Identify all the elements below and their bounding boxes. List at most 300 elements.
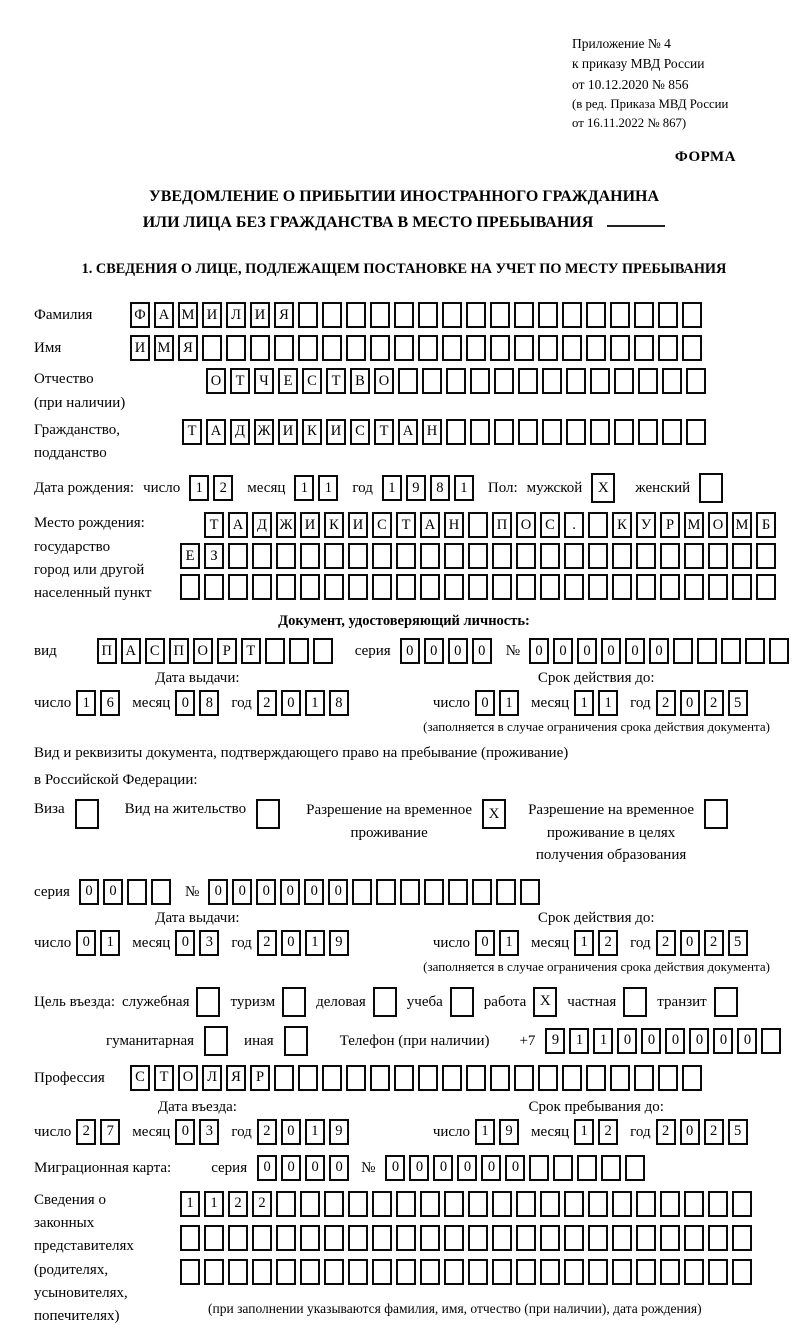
char-cell[interactable]: [75, 799, 99, 829]
char-cell[interactable]: [614, 368, 634, 394]
name-input[interactable]: [130, 335, 702, 361]
char-cell[interactable]: [660, 1191, 680, 1217]
char-cell[interactable]: [274, 1065, 294, 1091]
char-cell[interactable]: [538, 302, 558, 328]
char-cell[interactable]: [566, 368, 586, 394]
birth-place-row3-input[interactable]: [180, 574, 776, 600]
char-cell[interactable]: [422, 368, 442, 394]
char-cell[interactable]: [636, 1259, 656, 1285]
char-cell[interactable]: [300, 1259, 320, 1285]
char-cell[interactable]: [180, 1259, 200, 1285]
char-cell[interactable]: [660, 574, 680, 600]
entry-month-input[interactable]: [175, 1119, 219, 1145]
char-cell[interactable]: К: [302, 419, 322, 445]
char-cell[interactable]: [300, 543, 320, 569]
char-cell[interactable]: [492, 1225, 512, 1251]
char-cell[interactable]: [300, 1225, 320, 1251]
doc-series-input[interactable]: [400, 638, 492, 664]
residence-expiry-year-input[interactable]: [656, 930, 748, 956]
char-cell[interactable]: [588, 1259, 608, 1285]
char-cell[interactable]: 1: [598, 690, 618, 716]
char-cell[interactable]: 9: [545, 1028, 565, 1054]
char-cell[interactable]: [638, 368, 658, 394]
char-cell[interactable]: [466, 302, 486, 328]
char-cell[interactable]: [662, 368, 682, 394]
char-cell[interactable]: 1: [294, 475, 314, 501]
char-cell[interactable]: 1: [574, 690, 594, 716]
char-cell[interactable]: [289, 638, 309, 664]
char-cell[interactable]: 0: [175, 930, 195, 956]
char-cell[interactable]: 1: [499, 930, 519, 956]
char-cell[interactable]: [610, 302, 630, 328]
char-cell[interactable]: [708, 1259, 728, 1285]
char-cell[interactable]: Т: [241, 638, 261, 664]
char-cell[interactable]: [516, 574, 536, 600]
birth-year-input[interactable]: [382, 475, 474, 501]
sex-female-checkbox[interactable]: [699, 473, 723, 503]
char-cell[interactable]: 5: [728, 690, 748, 716]
char-cell[interactable]: 6: [100, 690, 120, 716]
char-cell[interactable]: 8: [199, 690, 219, 716]
char-cell[interactable]: 1: [305, 1119, 325, 1145]
char-cell[interactable]: [708, 574, 728, 600]
residence-permit-checkbox[interactable]: [256, 799, 280, 829]
doc-issue-month-input[interactable]: [175, 690, 219, 716]
char-cell[interactable]: 0: [448, 638, 468, 664]
char-cell[interactable]: 8: [329, 690, 349, 716]
purpose-work-checkbox[interactable]: [533, 987, 557, 1017]
char-cell[interactable]: [682, 1065, 702, 1091]
char-cell[interactable]: [468, 512, 488, 538]
char-cell[interactable]: [761, 1028, 781, 1054]
char-cell[interactable]: [468, 1225, 488, 1251]
char-cell[interactable]: [612, 1191, 632, 1217]
char-cell[interactable]: [658, 335, 678, 361]
char-cell[interactable]: [252, 1259, 272, 1285]
char-cell[interactable]: [636, 574, 656, 600]
char-cell[interactable]: [636, 1225, 656, 1251]
char-cell[interactable]: [638, 419, 658, 445]
char-cell[interactable]: [660, 1225, 680, 1251]
char-cell[interactable]: О: [516, 512, 536, 538]
char-cell[interactable]: 0: [281, 1155, 301, 1181]
char-cell[interactable]: [590, 419, 610, 445]
char-cell[interactable]: [553, 1155, 573, 1181]
char-cell[interactable]: К: [612, 512, 632, 538]
char-cell[interactable]: [684, 1225, 704, 1251]
char-cell[interactable]: С: [372, 512, 392, 538]
char-cell[interactable]: [398, 368, 418, 394]
char-cell[interactable]: [274, 335, 294, 361]
migration-number-input[interactable]: [385, 1155, 645, 1181]
char-cell[interactable]: [228, 543, 248, 569]
char-cell[interactable]: [756, 543, 776, 569]
char-cell[interactable]: [372, 574, 392, 600]
char-cell[interactable]: [394, 1065, 414, 1091]
char-cell[interactable]: X: [591, 473, 615, 503]
char-cell[interactable]: [590, 368, 610, 394]
char-cell[interactable]: [348, 1259, 368, 1285]
char-cell[interactable]: [658, 302, 678, 328]
char-cell[interactable]: [588, 543, 608, 569]
doc-issue-year-input[interactable]: [257, 690, 349, 716]
char-cell[interactable]: [721, 638, 741, 664]
char-cell[interactable]: 0: [385, 1155, 405, 1181]
char-cell[interactable]: [372, 1191, 392, 1217]
residence-issue-day-input[interactable]: [76, 930, 120, 956]
char-cell[interactable]: [180, 574, 200, 600]
char-cell[interactable]: 0: [257, 1155, 277, 1181]
char-cell[interactable]: 0: [680, 930, 700, 956]
char-cell[interactable]: [372, 543, 392, 569]
char-cell[interactable]: [634, 1065, 654, 1091]
char-cell[interactable]: [636, 1191, 656, 1217]
char-cell[interactable]: 0: [680, 1119, 700, 1145]
char-cell[interactable]: [490, 1065, 510, 1091]
char-cell[interactable]: [472, 879, 492, 905]
char-cell[interactable]: [396, 543, 416, 569]
char-cell[interactable]: [396, 1225, 416, 1251]
char-cell[interactable]: [180, 1225, 200, 1251]
char-cell[interactable]: 3: [199, 1119, 219, 1145]
profession-input[interactable]: [130, 1065, 702, 1091]
doc-issue-day-input[interactable]: [76, 690, 120, 716]
char-cell[interactable]: 7: [100, 1119, 120, 1145]
char-cell[interactable]: [586, 302, 606, 328]
char-cell[interactable]: 0: [424, 638, 444, 664]
char-cell[interactable]: .: [564, 512, 584, 538]
char-cell[interactable]: Л: [202, 1065, 222, 1091]
char-cell[interactable]: [490, 302, 510, 328]
char-cell[interactable]: [756, 574, 776, 600]
char-cell[interactable]: [420, 543, 440, 569]
purpose-business-checkbox[interactable]: [373, 987, 397, 1017]
char-cell[interactable]: [348, 1225, 368, 1251]
purpose-official-checkbox[interactable]: [196, 987, 220, 1017]
char-cell[interactable]: [394, 302, 414, 328]
residence-expiry-day-input[interactable]: [475, 930, 519, 956]
char-cell[interactable]: [682, 335, 702, 361]
visa-checkbox[interactable]: [75, 799, 99, 829]
char-cell[interactable]: 0: [305, 1155, 325, 1181]
char-cell[interactable]: 2: [704, 930, 724, 956]
char-cell[interactable]: Н: [444, 512, 464, 538]
char-cell[interactable]: 5: [728, 1119, 748, 1145]
char-cell[interactable]: 1: [593, 1028, 613, 1054]
char-cell[interactable]: 0: [103, 879, 123, 905]
char-cell[interactable]: А: [420, 512, 440, 538]
char-cell[interactable]: 2: [704, 1119, 724, 1145]
char-cell[interactable]: 0: [232, 879, 252, 905]
residence-issue-year-input[interactable]: [257, 930, 349, 956]
char-cell[interactable]: Е: [278, 368, 298, 394]
char-cell[interactable]: 2: [228, 1191, 248, 1217]
char-cell[interactable]: 1: [318, 475, 338, 501]
char-cell[interactable]: 0: [472, 638, 492, 664]
char-cell[interactable]: [514, 335, 534, 361]
char-cell[interactable]: [324, 1225, 344, 1251]
char-cell[interactable]: П: [492, 512, 512, 538]
char-cell[interactable]: 0: [475, 930, 495, 956]
char-cell[interactable]: П: [97, 638, 117, 664]
char-cell[interactable]: 0: [281, 690, 301, 716]
char-cell[interactable]: [202, 335, 222, 361]
char-cell[interactable]: [394, 335, 414, 361]
char-cell[interactable]: М: [178, 302, 198, 328]
char-cell[interactable]: [420, 1259, 440, 1285]
stay-day-input[interactable]: [475, 1119, 519, 1145]
char-cell[interactable]: А: [206, 419, 226, 445]
char-cell[interactable]: [276, 543, 296, 569]
char-cell[interactable]: [276, 574, 296, 600]
char-cell[interactable]: [697, 638, 717, 664]
char-cell[interactable]: [313, 638, 333, 664]
char-cell[interactable]: 0: [713, 1028, 733, 1054]
char-cell[interactable]: 0: [329, 1155, 349, 1181]
char-cell[interactable]: 9: [406, 475, 426, 501]
char-cell[interactable]: [610, 1065, 630, 1091]
char-cell[interactable]: [446, 419, 466, 445]
representatives-row2-input[interactable]: [180, 1225, 752, 1251]
char-cell[interactable]: [284, 1026, 308, 1056]
char-cell[interactable]: 0: [304, 879, 324, 905]
char-cell[interactable]: [610, 335, 630, 361]
char-cell[interactable]: 2: [76, 1119, 96, 1145]
char-cell[interactable]: И: [326, 419, 346, 445]
char-cell[interactable]: 0: [481, 1155, 501, 1181]
char-cell[interactable]: 1: [100, 930, 120, 956]
char-cell[interactable]: 0: [208, 879, 228, 905]
char-cell[interactable]: [516, 543, 536, 569]
char-cell[interactable]: [204, 1259, 224, 1285]
char-cell[interactable]: [684, 574, 704, 600]
char-cell[interactable]: [658, 1065, 678, 1091]
char-cell[interactable]: [732, 1225, 752, 1251]
char-cell[interactable]: [324, 1259, 344, 1285]
char-cell[interactable]: 0: [175, 690, 195, 716]
char-cell[interactable]: Ф: [130, 302, 150, 328]
char-cell[interactable]: [588, 574, 608, 600]
char-cell[interactable]: 0: [737, 1028, 757, 1054]
char-cell[interactable]: [564, 1259, 584, 1285]
char-cell[interactable]: [372, 1259, 392, 1285]
char-cell[interactable]: [516, 1191, 536, 1217]
char-cell[interactable]: Е: [180, 543, 200, 569]
char-cell[interactable]: [352, 879, 372, 905]
char-cell[interactable]: [529, 1155, 549, 1181]
char-cell[interactable]: [444, 1259, 464, 1285]
char-cell[interactable]: И: [202, 302, 222, 328]
char-cell[interactable]: Ж: [254, 419, 274, 445]
char-cell[interactable]: 1: [475, 1119, 495, 1145]
char-cell[interactable]: К: [324, 512, 344, 538]
char-cell[interactable]: [442, 302, 462, 328]
char-cell[interactable]: [540, 1191, 560, 1217]
surname-input[interactable]: [130, 302, 702, 328]
char-cell[interactable]: [540, 1225, 560, 1251]
char-cell[interactable]: [346, 335, 366, 361]
char-cell[interactable]: Я: [178, 335, 198, 361]
char-cell[interactable]: [424, 879, 444, 905]
char-cell[interactable]: Т: [374, 419, 394, 445]
char-cell[interactable]: [564, 1225, 584, 1251]
char-cell[interactable]: [516, 1259, 536, 1285]
char-cell[interactable]: Т: [326, 368, 346, 394]
char-cell[interactable]: [708, 1225, 728, 1251]
char-cell[interactable]: Н: [422, 419, 442, 445]
char-cell[interactable]: 2: [656, 1119, 676, 1145]
char-cell[interactable]: [322, 302, 342, 328]
char-cell[interactable]: О: [374, 368, 394, 394]
char-cell[interactable]: [562, 1065, 582, 1091]
char-cell[interactable]: [518, 419, 538, 445]
residence-number-input[interactable]: [208, 879, 540, 905]
char-cell[interactable]: 1: [569, 1028, 589, 1054]
char-cell[interactable]: 0: [256, 879, 276, 905]
char-cell[interactable]: 0: [281, 930, 301, 956]
birth-place-row2-input[interactable]: [180, 543, 776, 569]
char-cell[interactable]: [442, 1065, 462, 1091]
char-cell[interactable]: [492, 543, 512, 569]
char-cell[interactable]: [542, 419, 562, 445]
char-cell[interactable]: [420, 1191, 440, 1217]
char-cell[interactable]: [614, 419, 634, 445]
char-cell[interactable]: [276, 1259, 296, 1285]
char-cell[interactable]: И: [348, 512, 368, 538]
char-cell[interactable]: [492, 574, 512, 600]
char-cell[interactable]: [151, 879, 171, 905]
char-cell[interactable]: 1: [574, 930, 594, 956]
char-cell[interactable]: [518, 368, 538, 394]
char-cell[interactable]: [612, 543, 632, 569]
char-cell[interactable]: 0: [281, 1119, 301, 1145]
char-cell[interactable]: X: [482, 799, 506, 829]
char-cell[interactable]: Д: [230, 419, 250, 445]
char-cell[interactable]: [466, 1065, 486, 1091]
char-cell[interactable]: [673, 638, 693, 664]
char-cell[interactable]: Я: [226, 1065, 246, 1091]
char-cell[interactable]: [468, 1191, 488, 1217]
char-cell[interactable]: [540, 543, 560, 569]
char-cell[interactable]: [396, 574, 416, 600]
char-cell[interactable]: 0: [79, 879, 99, 905]
char-cell[interactable]: [520, 879, 540, 905]
char-cell[interactable]: [514, 302, 534, 328]
char-cell[interactable]: [625, 1155, 645, 1181]
char-cell[interactable]: [370, 335, 390, 361]
char-cell[interactable]: 0: [505, 1155, 525, 1181]
char-cell[interactable]: [540, 574, 560, 600]
residence-issue-month-input[interactable]: [175, 930, 219, 956]
char-cell[interactable]: [564, 574, 584, 600]
char-cell[interactable]: [396, 1259, 416, 1285]
char-cell[interactable]: [252, 543, 272, 569]
char-cell[interactable]: [732, 574, 752, 600]
char-cell[interactable]: С: [145, 638, 165, 664]
char-cell[interactable]: [442, 335, 462, 361]
char-cell[interactable]: [322, 335, 342, 361]
char-cell[interactable]: В: [350, 368, 370, 394]
char-cell[interactable]: [468, 1259, 488, 1285]
char-cell[interactable]: И: [250, 302, 270, 328]
migration-series-input[interactable]: [257, 1155, 349, 1181]
char-cell[interactable]: [348, 543, 368, 569]
char-cell[interactable]: [682, 302, 702, 328]
char-cell[interactable]: [732, 543, 752, 569]
char-cell[interactable]: 1: [305, 930, 325, 956]
char-cell[interactable]: [256, 799, 280, 829]
char-cell[interactable]: [346, 1065, 366, 1091]
stay-year-input[interactable]: [656, 1119, 748, 1145]
birth-month-input[interactable]: [294, 475, 338, 501]
char-cell[interactable]: 3: [199, 930, 219, 956]
char-cell[interactable]: [769, 638, 789, 664]
char-cell[interactable]: [612, 574, 632, 600]
char-cell[interactable]: 2: [598, 1119, 618, 1145]
char-cell[interactable]: 9: [499, 1119, 519, 1145]
char-cell[interactable]: [538, 1065, 558, 1091]
char-cell[interactable]: [686, 419, 706, 445]
purpose-tourism-checkbox[interactable]: [282, 987, 306, 1017]
char-cell[interactable]: Ж: [276, 512, 296, 538]
char-cell[interactable]: 2: [257, 930, 277, 956]
representatives-row1-input[interactable]: [180, 1191, 752, 1217]
char-cell[interactable]: [444, 1225, 464, 1251]
char-cell[interactable]: [196, 987, 220, 1017]
char-cell[interactable]: [324, 1191, 344, 1217]
char-cell[interactable]: [252, 574, 272, 600]
char-cell[interactable]: [470, 419, 490, 445]
char-cell[interactable]: 0: [175, 1119, 195, 1145]
char-cell[interactable]: [566, 419, 586, 445]
char-cell[interactable]: 0: [553, 638, 573, 664]
birth-place-row1-input[interactable]: [204, 512, 776, 538]
char-cell[interactable]: Б: [756, 512, 776, 538]
char-cell[interactable]: [300, 574, 320, 600]
char-cell[interactable]: [370, 1065, 390, 1091]
char-cell[interactable]: О: [178, 1065, 198, 1091]
char-cell[interactable]: [516, 1225, 536, 1251]
char-cell[interactable]: [634, 335, 654, 361]
char-cell[interactable]: [376, 879, 396, 905]
char-cell[interactable]: М: [732, 512, 752, 538]
char-cell[interactable]: 2: [656, 690, 676, 716]
char-cell[interactable]: [634, 302, 654, 328]
char-cell[interactable]: А: [398, 419, 418, 445]
birth-day-input[interactable]: [189, 475, 233, 501]
char-cell[interactable]: М: [684, 512, 704, 538]
char-cell[interactable]: [324, 543, 344, 569]
doc-kind-input[interactable]: [97, 638, 333, 664]
char-cell[interactable]: 2: [213, 475, 233, 501]
char-cell[interactable]: 0: [649, 638, 669, 664]
char-cell[interactable]: [562, 335, 582, 361]
char-cell[interactable]: 0: [475, 690, 495, 716]
char-cell[interactable]: 8: [430, 475, 450, 501]
char-cell[interactable]: 1: [189, 475, 209, 501]
char-cell[interactable]: [699, 473, 723, 503]
char-cell[interactable]: [468, 574, 488, 600]
char-cell[interactable]: 0: [400, 638, 420, 664]
char-cell[interactable]: [466, 335, 486, 361]
char-cell[interactable]: [732, 1259, 752, 1285]
char-cell[interactable]: 0: [577, 638, 597, 664]
char-cell[interactable]: [228, 1225, 248, 1251]
char-cell[interactable]: [684, 543, 704, 569]
char-cell[interactable]: 0: [409, 1155, 429, 1181]
char-cell[interactable]: [586, 335, 606, 361]
char-cell[interactable]: П: [169, 638, 189, 664]
